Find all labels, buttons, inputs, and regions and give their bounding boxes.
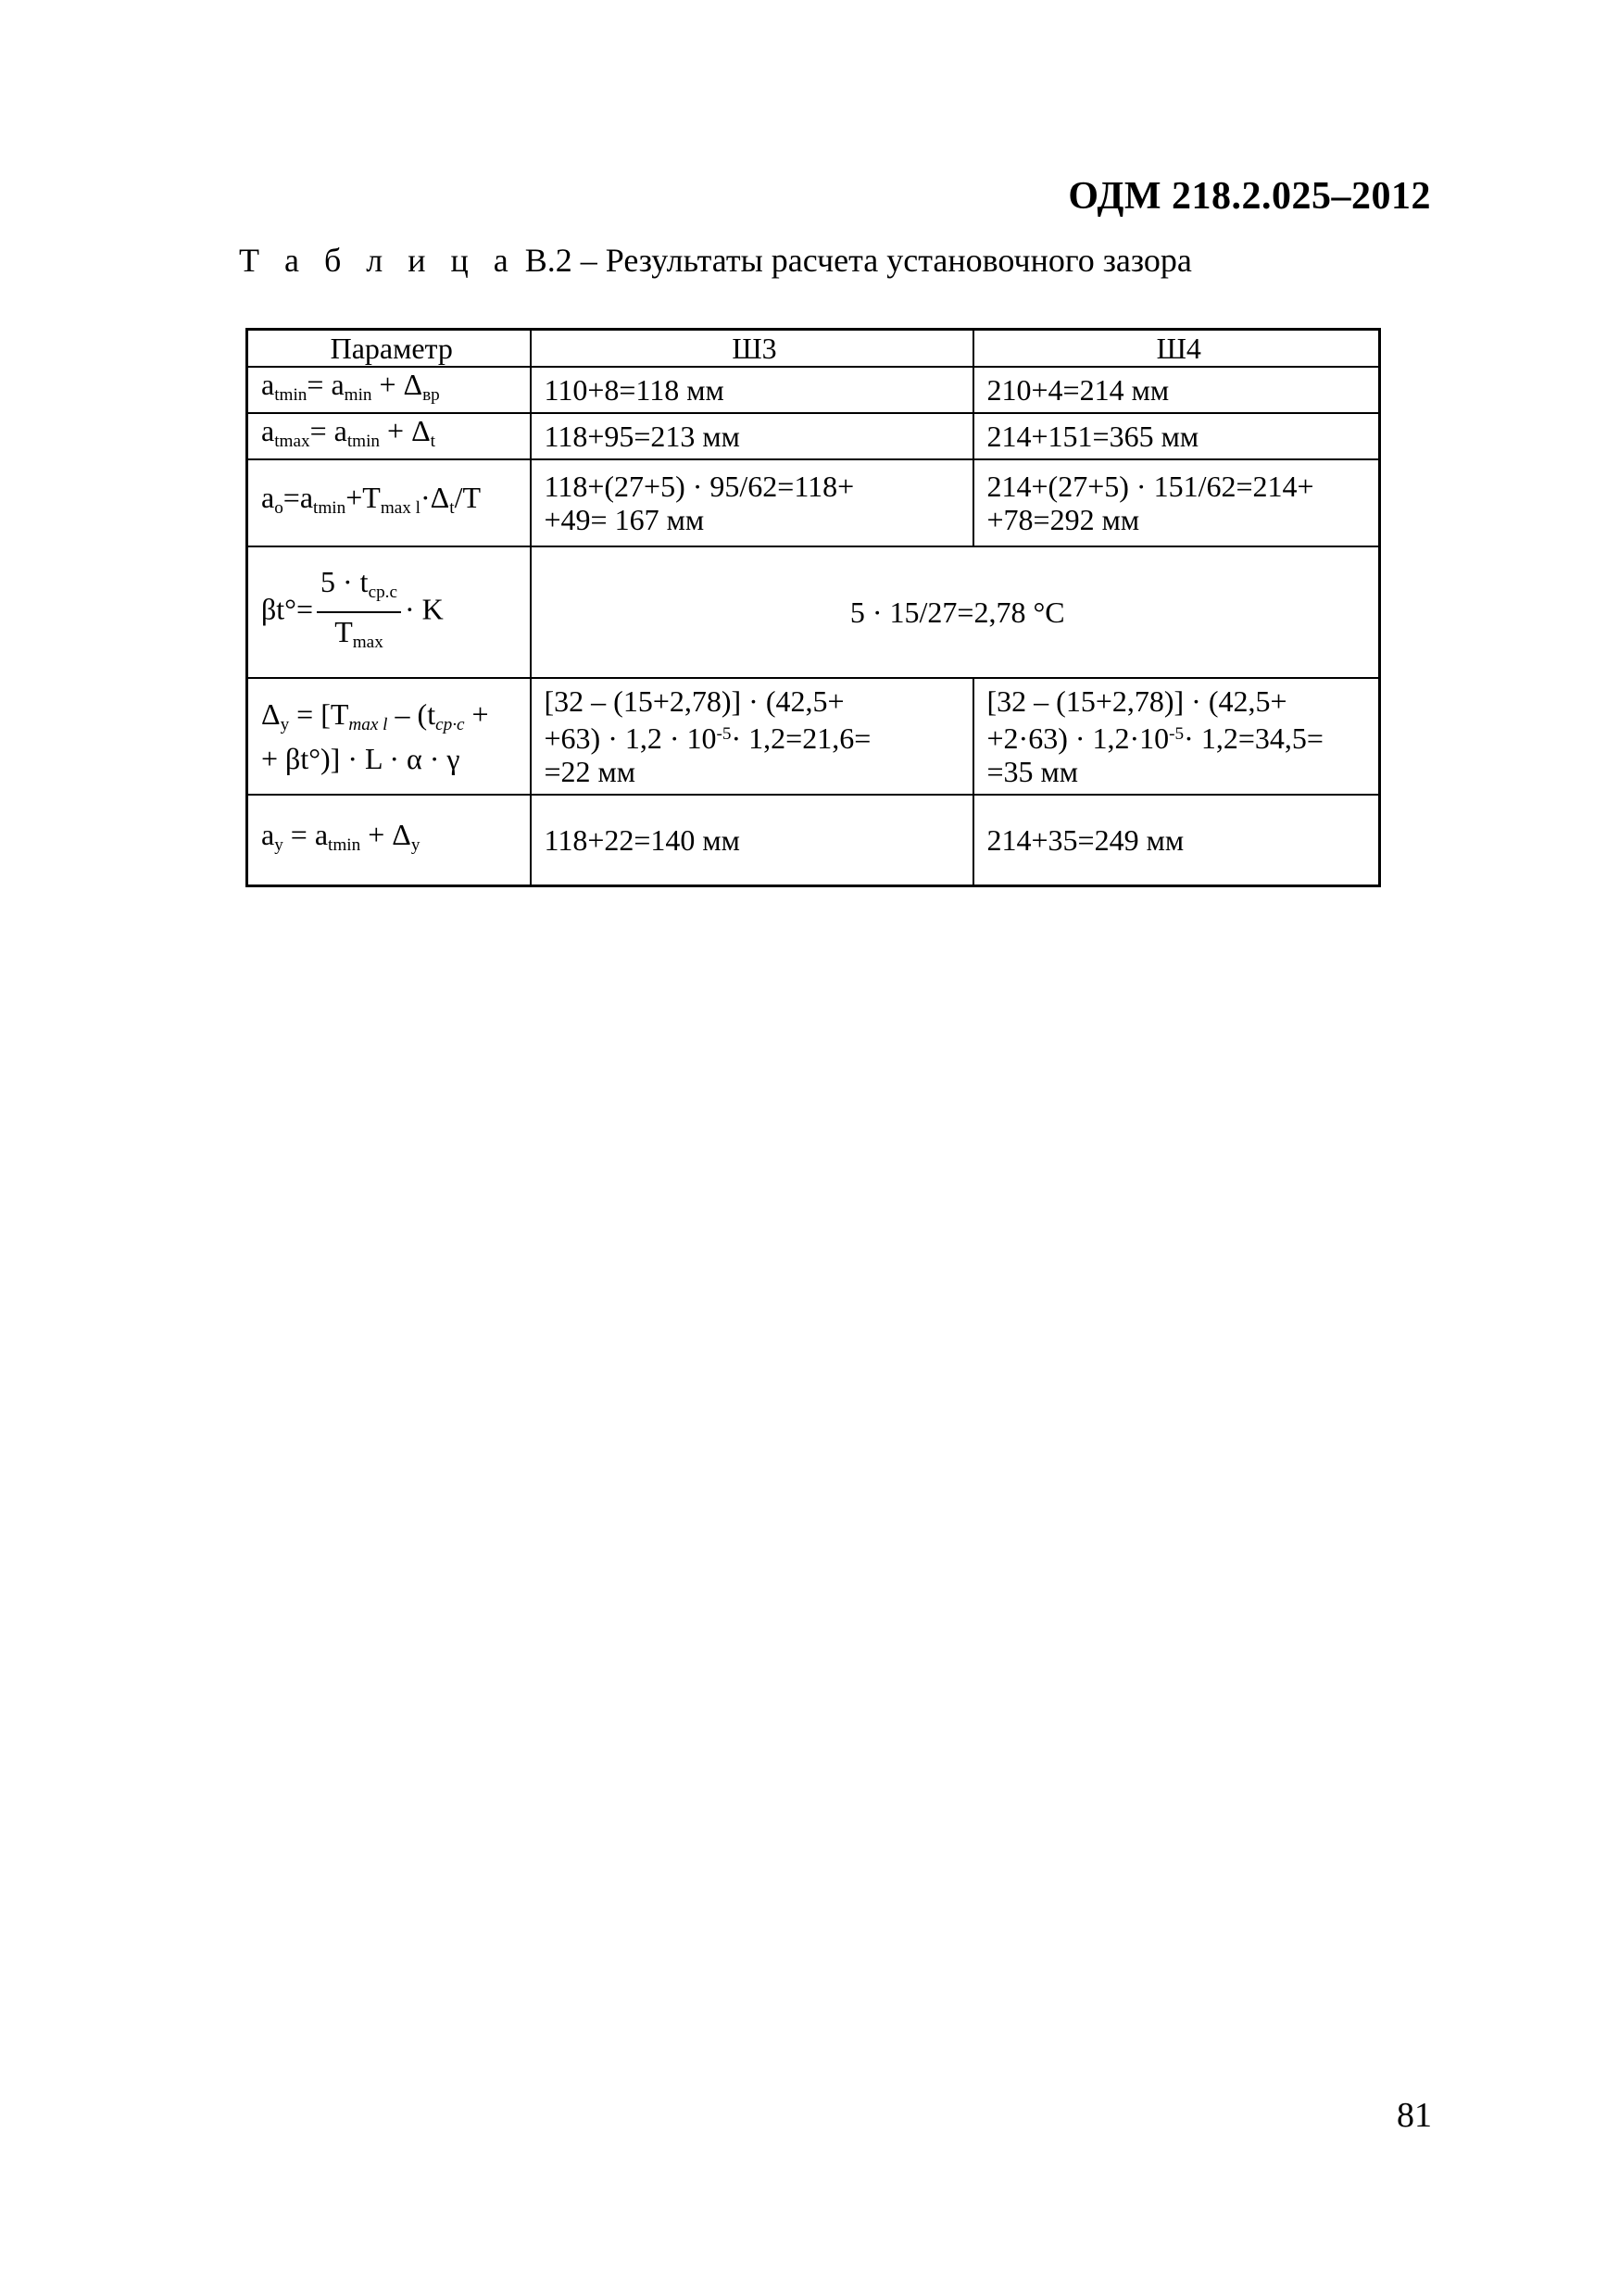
cell-sh4: 214+151=365 мм <box>973 413 1380 459</box>
cell-sh3: 118+22=140 мм <box>531 795 973 886</box>
cell-sh4: 214+(27+5) · 151/62=214+ +78=292 мм <box>973 459 1380 546</box>
cell-sh3: 110+8=118 мм <box>531 367 973 413</box>
param-formula-atmin: $a_{tmin}= a_{min} + \Delta_{вр}$ <box>247 367 531 413</box>
caption-prefix: Т а б л и ц а <box>239 242 517 279</box>
param-formula-beta: βt°= $\frac{5 \cdot t_{ср.с}}{T_{max}}$ · K <box>247 546 531 678</box>
table-row <box>247 795 1380 886</box>
param-formula-ao: $a_o=a_{tmin}+T_{max l}\cdot\Delta_t/T$ <box>247 459 531 546</box>
cell-sh4: 214+35=249 мм <box>973 795 1380 886</box>
param-formula-delta-y: $\Delta_y = [T_{max l} - (t_{ср\cdot с}$ + + βt°)] · L · α · γ <box>247 678 531 795</box>
page-number: 81 <box>1397 2096 1432 2135</box>
table-caption <box>239 241 1192 280</box>
table-row <box>247 459 1380 546</box>
param-formula-ay: $a_y = a_{tmin} + \Delta_y$ <box>247 795 531 886</box>
table-row <box>247 367 1380 413</box>
table-row <box>247 546 1380 678</box>
cell-sh3: [32 – (15+2,78)] · (42,5+ $+63) \cdot 1,2 \cdot 10^{-5}\cdot 1,2=21,6=$ =22 мм <box>531 678 973 795</box>
header-sh4: Ш4 <box>973 330 1380 368</box>
param-formula-atmax: $a_{tmax}= a_{tmin} + \Delta_t$ <box>247 413 531 459</box>
results-table <box>245 328 1381 887</box>
document-code: ОДМ 218.2.025–2012 <box>1068 175 1431 218</box>
cell-sh3: 118+(27+5) · 95/62=118+ +49= 167 мм <box>531 459 973 546</box>
table-row <box>247 678 1380 795</box>
table-row <box>247 413 1380 459</box>
header-sh3: Ш3 <box>531 330 973 368</box>
header-parameter: Параметр <box>247 330 531 368</box>
cell-sh3: 118+95=213 мм <box>531 413 973 459</box>
table-header-row <box>247 330 1380 368</box>
caption-text: В.2 – Результаты расчета установочного зазора <box>524 242 1192 279</box>
cell-merged: 5 · 15/27=2,78 °С <box>531 546 1380 678</box>
cell-sh4: 210+4=214 мм <box>973 367 1380 413</box>
fraction: $\frac{5 \cdot t_{ср.с}}{T_{max}}$ <box>317 565 401 659</box>
cell-sh4: [32 – (15+2,78)] · (42,5+ $+2\cdot 63) \cdot 1,2\cdot 10^{-5}\cdot 1,2=34,5=$ =35 мм <box>973 678 1380 795</box>
